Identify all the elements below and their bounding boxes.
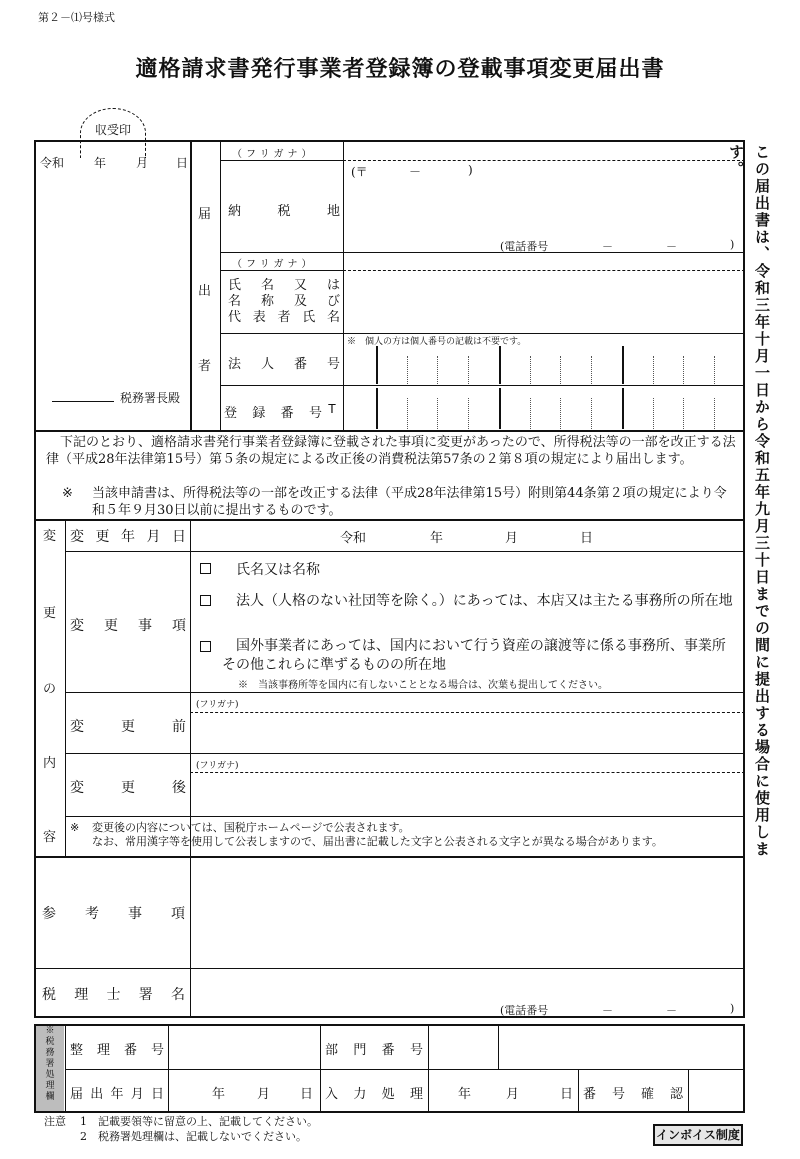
- name-field[interactable]: [345, 272, 743, 332]
- name-label: 氏名又は 名称及び 代表者氏名: [228, 278, 340, 325]
- change-date-label: 変更年月日: [70, 529, 186, 545]
- applicant-phone[interactable]: (電話番号 － － ): [500, 238, 735, 253]
- registration-number-label: 登録番号: [224, 406, 322, 421]
- tax-office-blank[interactable]: [52, 401, 114, 402]
- postal-code[interactable]: (〒 － ): [351, 163, 473, 179]
- corp-digit-divider: [530, 356, 531, 384]
- corp-digit-divider: [683, 356, 684, 384]
- reference-label: 参考事項: [42, 906, 185, 922]
- before-label: 変更前: [70, 719, 186, 735]
- publish-note: ※ 変更後の内容については、国税庁ホームページで公表されます。 なお、常用漢字等を使用して公表しますので、届出書に記載した文字と公表される文字とが異なる場合があります。: [70, 821, 663, 848]
- change-item-label: 法人（人格のない社団等を除く。）にあっては、本店又は主たる事務所の所在地: [236, 593, 733, 609]
- ref-number-label: 整理番号: [70, 1043, 164, 1058]
- checkbox-foreign-office-change[interactable]: [200, 641, 211, 652]
- furigana-small: (フリガナ): [196, 761, 239, 771]
- reg-digit-divider: [653, 398, 654, 429]
- corp-number-note: ※ 個人の方は個人番号の記載は不要です。: [347, 337, 527, 347]
- dept-number-label: 部門番号: [325, 1043, 423, 1058]
- reg-digit-divider: [622, 388, 624, 429]
- corp-digit-divider: [560, 356, 561, 384]
- reg-digit-divider: [530, 398, 531, 429]
- statement-paragraph: 下記のとおり、適格請求書発行事業者登録簿に登載された事項に変更があったので、所得税法等の一部を改正する法律（平成28年法律第15号）第５条の規定による改正後の消費税法第57条の２第８項の規定により届出します。: [46, 435, 736, 467]
- change-date-field[interactable]: 令和 年 月 日: [340, 531, 594, 546]
- tax-accountant-phone[interactable]: (電話番号 － － ): [500, 1002, 735, 1017]
- stamp-label: 収受印: [95, 123, 132, 137]
- reg-digit-divider: [714, 398, 715, 429]
- corp-digit-divider: [591, 356, 592, 384]
- corp-digit-divider: [437, 356, 438, 384]
- reg-digit-divider: [407, 398, 408, 429]
- checkbox-name-change[interactable]: [200, 563, 211, 574]
- statement-note: ※ 当該申請書は、所得税法等の一部を改正する法律（平成28年法律第15号）附則第44条第２項の規定により令和５年９月30日以前に提出するものです。: [62, 486, 727, 518]
- corp-digit-divider: [714, 356, 715, 384]
- registration-prefix: T: [328, 401, 336, 416]
- corp-digit-divider: [376, 346, 378, 384]
- form-number: 第２－⑴号様式: [38, 11, 115, 24]
- after-label: 変更後: [70, 780, 186, 796]
- change-items-note: ※ 当該事務所等を国内に有しないこととなる場合は、次葉も提出してください。: [238, 680, 608, 691]
- before-field[interactable]: [192, 714, 742, 752]
- reg-digit-divider: [591, 398, 592, 429]
- checkbox-address-change[interactable]: [200, 595, 211, 606]
- corp-digit-divider: [499, 346, 501, 384]
- reg-digit-divider: [376, 388, 378, 429]
- reg-digit-divider: [499, 388, 501, 429]
- number-check-label: 番号確認: [583, 1087, 683, 1102]
- office-use-label: ※税務署処理欄: [45, 1026, 55, 1102]
- change-items-label: 変更事項: [70, 618, 186, 634]
- tax-accountant-field[interactable]: [192, 970, 742, 1000]
- change-item-label: 国外事業者にあっては、国内において行う資産の譲渡等に係る事務所、事業所その他これらに準ずるものの所在地: [222, 638, 726, 673]
- address-field[interactable]: [345, 180, 743, 230]
- furigana-small: (フリガナ): [196, 700, 239, 710]
- applicant-side-label: 届: [198, 207, 212, 222]
- change-item-label: 氏名又は名称: [236, 562, 320, 578]
- filed-date-label: 届出年月日: [70, 1087, 164, 1102]
- corp-digit-divider: [407, 356, 408, 384]
- tax-accountant-label: 税理士署名: [42, 987, 185, 1003]
- tax-office-suffix: 税務署長殿: [120, 391, 181, 405]
- after-field[interactable]: [192, 774, 742, 814]
- page-title: 適格請求書発行事業者登録簿の登載事項変更届出書: [135, 56, 665, 82]
- reg-digit-divider: [437, 398, 438, 429]
- invoice-system-badge: インボイス制度: [653, 1124, 743, 1146]
- submission-date[interactable]: 令和 年 月 日: [40, 156, 189, 170]
- corp-digit-divider: [622, 346, 624, 384]
- change-side-label: 変: [43, 529, 57, 544]
- corp-digit-divider: [653, 356, 654, 384]
- notes: 注意 1 記載要領等に留意の上、記載してください。 2 税務署処理欄は、記載しないでください。: [44, 1115, 318, 1143]
- furigana-label: （フリガナ）: [232, 259, 316, 270]
- reg-digit-divider: [560, 398, 561, 429]
- reg-digit-divider: [683, 398, 684, 429]
- side-notice: この届出書は、令和三年十月一日から令和五年九月三十日までの間に提出する場合に使用します。: [727, 144, 771, 858]
- reference-field[interactable]: [192, 858, 742, 966]
- furigana-label: （フリガナ）: [232, 149, 316, 160]
- input-proc-label: 入力処理: [325, 1087, 423, 1102]
- reg-digit-divider: [468, 398, 469, 429]
- corp-number-label: 法人番号: [228, 357, 340, 372]
- address-label: 納税地: [228, 204, 340, 219]
- corp-digit-divider: [468, 356, 469, 384]
